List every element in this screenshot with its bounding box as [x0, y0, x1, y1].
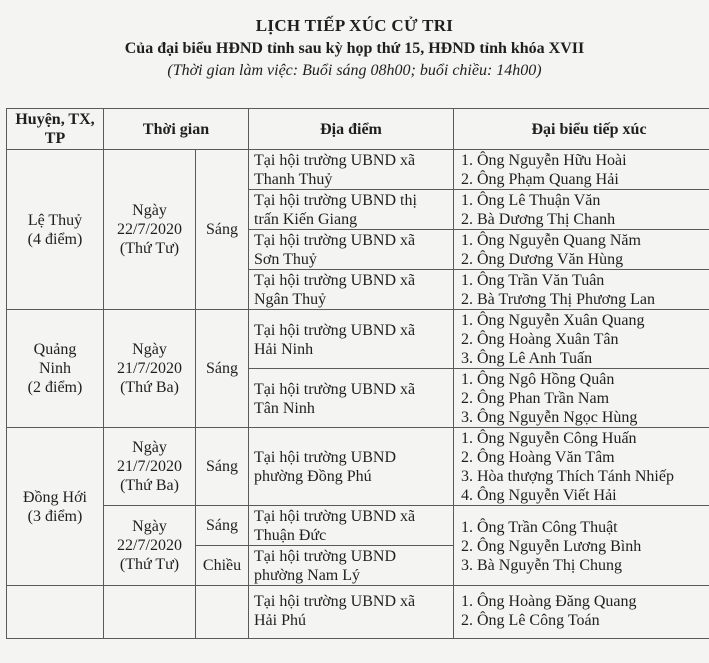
- reps-cell: 1. Ông Nguyễn Xuân Quang 2. Ông Hoàng Xuân Tân 3. Ông Lê Anh Tuấn: [454, 310, 709, 369]
- place-cell: Tại hội trường UBND xã Thuận Đức: [249, 506, 454, 546]
- session-cell: Sáng: [196, 506, 249, 546]
- date-cell: [104, 586, 196, 639]
- page-title: LỊCH TIẾP XÚC CỬ TRI: [255, 16, 454, 35]
- working-hours-note: (Thời gian làm việc: Buổi sáng 08h00; buổi chiều: 14h00): [167, 62, 542, 79]
- col-header-district: Huyện, TX, TP: [7, 109, 104, 150]
- table-row: [7, 150, 709, 190]
- district-cell: Quảng Ninh (2 điểm): [7, 310, 104, 428]
- place-cell: Tại hội trường UBND phường Đồng Phú: [249, 428, 454, 506]
- place-cell: Tại hội trường UBND phường Nam Lý: [249, 546, 454, 586]
- reps-cell: 1. Ông Nguyễn Hữu Hoài 2. Ông Phạm Quang Hải: [454, 150, 709, 190]
- table-row: [7, 428, 709, 506]
- place-cell: Tại hội trường UBND xã Tân Ninh: [249, 369, 454, 428]
- date-cell: Ngày 21/7/2020 (Thứ Ba): [104, 310, 196, 428]
- session-cell: Sáng: [196, 428, 249, 506]
- place-cell: Tại hội trường UBND thị trấn Kiến Giang: [249, 190, 454, 230]
- col-header-place: Địa điểm: [249, 109, 454, 150]
- table-row: [7, 586, 709, 639]
- district-cell: Lệ Thuỷ (4 điểm): [7, 150, 104, 310]
- table-row: [7, 506, 709, 546]
- place-cell: Tại hội trường UBND xã Hải Ninh: [249, 310, 454, 369]
- reps-cell: 1. Ông Lê Thuận Văn 2. Bà Dương Thị Chanh: [454, 190, 709, 230]
- date-cell: Ngày 22/7/2020 (Thứ Tư): [104, 506, 196, 586]
- col-header-time: Thời gian: [104, 109, 249, 150]
- session-cell: [196, 586, 249, 639]
- reps-cell: 1. Ông Trần Công Thuật 2. Ông Nguyễn Lương Bình 3. Bà Nguyễn Thị Chung: [454, 506, 709, 586]
- place-cell: Tại hội trường UBND xã Sơn Thuỷ: [249, 230, 454, 270]
- place-cell: Tại hội trường UBND xã Hải Phú: [249, 586, 454, 639]
- reps-cell: 1. Ông Trần Văn Tuân 2. Bà Trương Thị Phương Lan: [454, 270, 709, 310]
- table-header-row: [7, 109, 709, 150]
- table-row: [7, 310, 709, 369]
- place-cell: Tại hội trường UBND xã Thanh Thuỷ: [249, 150, 454, 190]
- district-cell: Đồng Hới (3 điểm): [7, 428, 104, 586]
- reps-cell: 1. Ông Ngô Hồng Quân 2. Ông Phan Trần Nam 3. Ông Nguyễn Ngọc Hùng: [454, 369, 709, 428]
- schedule-table: [6, 108, 709, 639]
- district-cell: [7, 586, 104, 639]
- page-subtitle: Của đại biểu HĐND tỉnh sau kỳ họp thứ 15, HĐND tỉnh khóa XVII: [124, 40, 585, 57]
- session-cell: Sáng: [196, 150, 249, 310]
- session-cell: Sáng: [196, 310, 249, 428]
- col-header-reps: Đại biểu tiếp xúc: [454, 109, 709, 150]
- session-cell: Chiều: [196, 546, 249, 586]
- reps-cell: 1. Ông Nguyễn Quang Năm 2. Ông Dương Văn Hùng: [454, 230, 709, 270]
- reps-cell: 1. Ông Nguyễn Công Huấn 2. Ông Hoàng Văn Tâm 3. Hòa thượng Thích Tánh Nhiếp 4. Ông Nguyễn Viết Hải: [454, 428, 709, 506]
- date-cell: Ngày 22/7/2020 (Thứ Tư): [104, 150, 196, 310]
- reps-cell: 1. Ông Hoàng Đăng Quang 2. Ông Lê Công Toán: [454, 586, 709, 639]
- place-cell: Tại hội trường UBND xã Ngân Thuỷ: [249, 270, 454, 310]
- date-cell: Ngày 21/7/2020 (Thứ Ba): [104, 428, 196, 506]
